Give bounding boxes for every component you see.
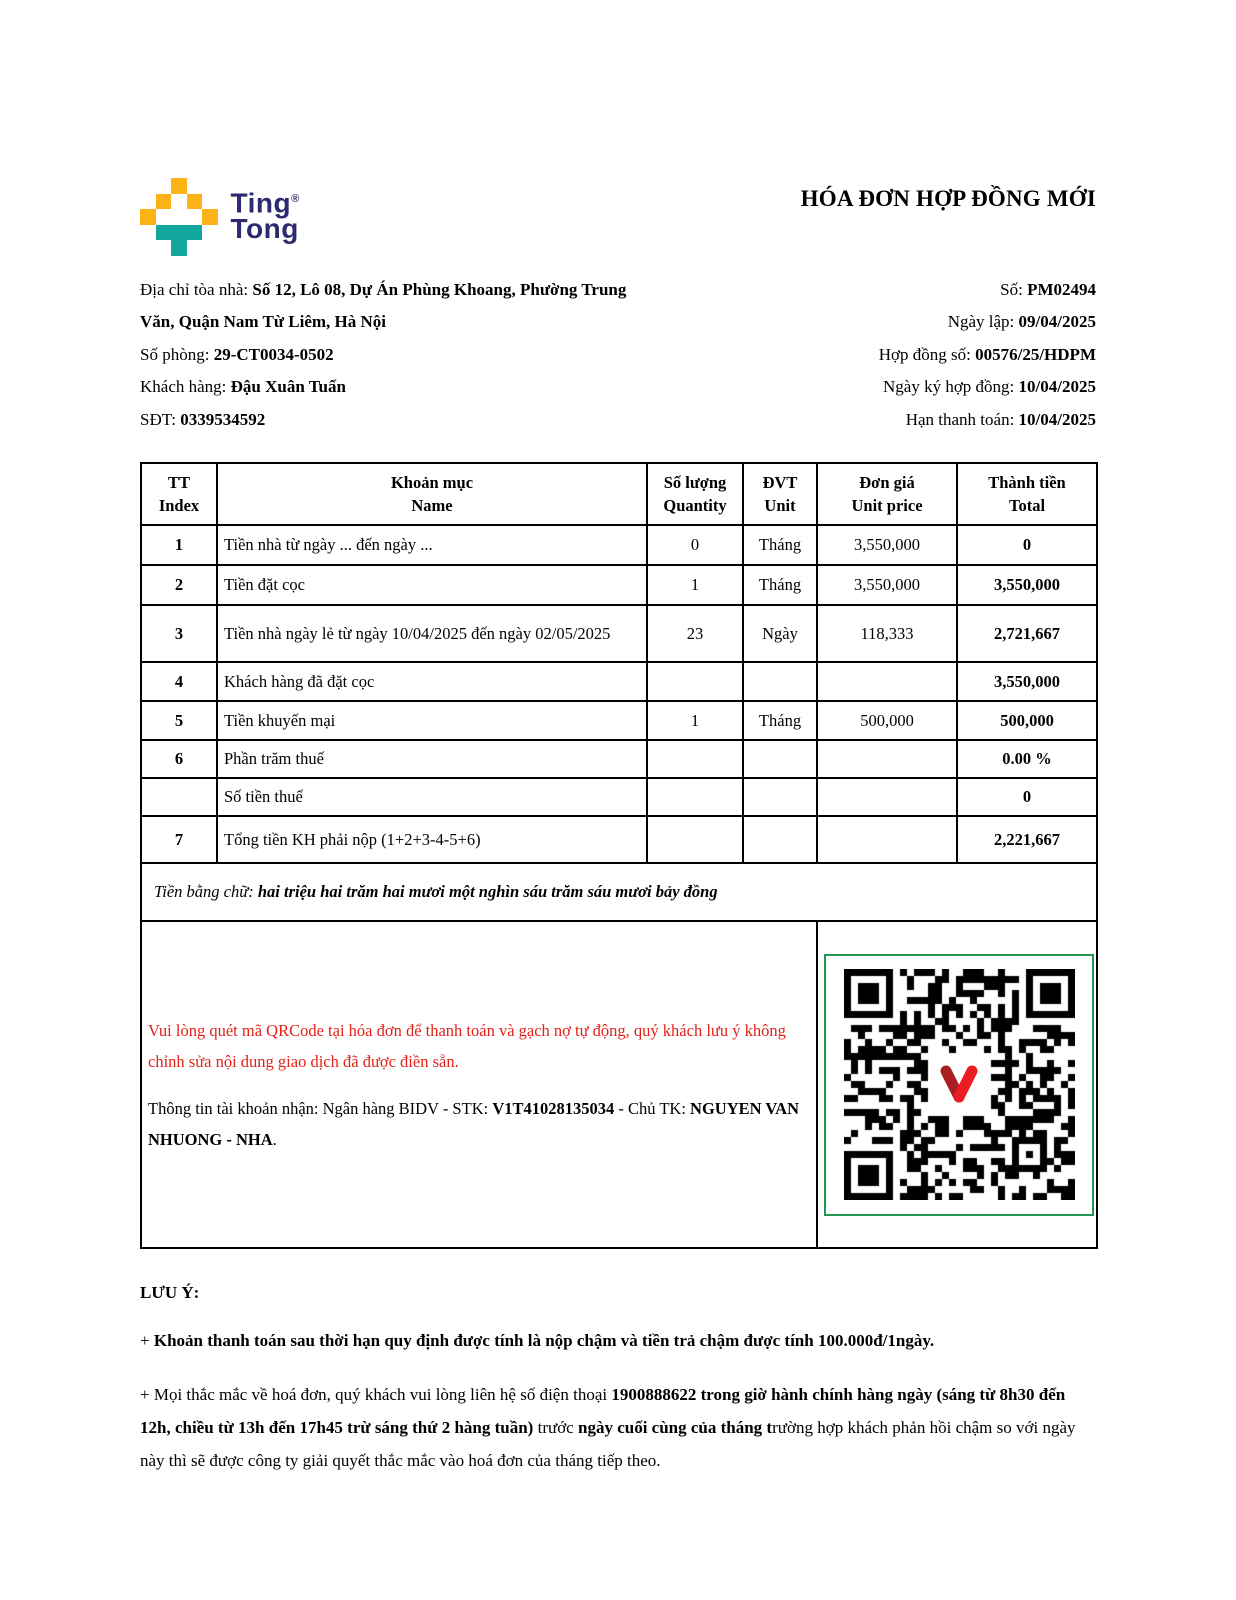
- cell-total: [957, 740, 1097, 778]
- customer-info: [140, 274, 645, 437]
- info-label: Số phòng:: [140, 344, 214, 364]
- cell-total: [957, 565, 1097, 605]
- vietqr-v-icon: [936, 1064, 982, 1106]
- cell-name: Tiền nhà ngày lẻ từ ngày 10/04/2025 đến ngày 02/05/2025: [217, 605, 647, 662]
- info-value: Số 12, Lô 08, Dự Án Phùng Khoang, Phường Trung Văn, Quận Nam Từ Liêm, Hà Nội: [140, 279, 627, 331]
- cell-unit-price: [817, 778, 957, 816]
- cell-index-value: 7: [174, 829, 184, 849]
- note-late-payment: [140, 1324, 1096, 1357]
- cell-quantity: 1: [647, 701, 743, 740]
- customer-info-line: [140, 339, 645, 372]
- column-header: [743, 463, 817, 525]
- column-header: [141, 463, 217, 525]
- cell-unit-price: [817, 740, 957, 778]
- info-label: Ngày lập:: [947, 312, 1019, 331]
- column-header: [817, 463, 957, 525]
- account-suffix: .: [272, 1129, 277, 1149]
- cell-quantity: 23: [647, 605, 743, 662]
- column-header-vi: Số lượng: [663, 473, 727, 492]
- info-label: Địa chỉ tòa nhà:: [140, 279, 253, 299]
- cell-total: [957, 816, 1097, 863]
- info-value: 29-CT0034-0502: [213, 344, 334, 364]
- table-header-row: [141, 463, 1097, 525]
- cell-quantity: 0: [647, 525, 743, 565]
- cell-index-value: 1: [174, 535, 184, 554]
- table-row: [141, 565, 1097, 605]
- note1-prefix: +: [140, 1331, 154, 1350]
- note2-part3: rường hợp khách phản hồi chậm so với ngày này thì sẽ được công ty giải quyết thắc mắc vào hoá đơn của tháng tiếp theo.: [140, 1418, 1076, 1470]
- cell-unit: [743, 778, 817, 816]
- cell-unit: [743, 662, 817, 701]
- cell-total: [957, 605, 1097, 662]
- cell-name: Tổng tiền KH phải nộp (1+2+3-4-5+6): [217, 816, 647, 863]
- customer-info-line: [140, 371, 645, 404]
- table-row: [141, 525, 1097, 565]
- column-header-vi: TT: [167, 473, 190, 492]
- table-row: [141, 778, 1097, 816]
- note1-text: Khoản thanh toán sau thời hạn quy định được tính là nộp chậm và tiền trả chậm được tính 100.000đ/1ngày.: [153, 1331, 935, 1350]
- info-label: Khách hàng:: [140, 377, 231, 396]
- cell-total-value: 0: [1022, 787, 1032, 806]
- cell-total-value: 3,550,000: [994, 671, 1060, 691]
- cell-unit-price: 500,000: [817, 701, 957, 740]
- cell-unit: [743, 816, 817, 863]
- info-section: [140, 274, 1096, 437]
- column-header-en: Name: [411, 496, 453, 515]
- column-header-vi: Thành tiền: [988, 473, 1066, 492]
- cell-unit-price: [817, 662, 957, 701]
- table-row: [141, 605, 1097, 662]
- cell-index: [141, 662, 217, 701]
- column-header-en: Total: [1008, 496, 1046, 515]
- note-contact: [140, 1378, 1096, 1477]
- qr-instruction-text: Vui lòng quét mã QRCode tại hóa đơn để thanh toán và gạch nợ tự động, quý khách lưu ý không chỉnh sửa nội dung giao dịch đã được điền sẵn.: [148, 1020, 786, 1071]
- account-prefix: Thông tin tài khoản nhận: Ngân hàng BIDV - STK:: [148, 1098, 493, 1118]
- column-header-en: Unit price: [851, 496, 923, 515]
- cell-total: [957, 662, 1097, 701]
- cell-index-value: 2: [174, 575, 184, 594]
- tingtong-logo-icon: [140, 178, 218, 256]
- cell-unit-price: 3,550,000: [817, 525, 957, 565]
- cell-total: [957, 525, 1097, 565]
- info-value: PM02494: [1027, 279, 1096, 299]
- cell-index: [141, 816, 217, 863]
- invoice-table: [140, 462, 1098, 1249]
- note2-bold1: 1900888622 trong giờ hành chính hàng ngày (sáng từ 8h30 đến 12h, chiều từ 13h đến 17h45 trừ sáng thứ 2 hàng tuần): [140, 1385, 1066, 1437]
- info-label: Hạn thanh toán:: [905, 409, 1019, 429]
- note2-part1: + Mọi thắc mắc về hoá đơn, quý khách vui lòng liên hệ số điện thoại: [140, 1385, 612, 1404]
- logo-word-ting: Ting: [230, 187, 292, 219]
- info-value: 10/04/2025: [1018, 409, 1096, 429]
- info-label: SĐT:: [140, 409, 181, 429]
- column-header: [957, 463, 1097, 525]
- amount-in-words-value: hai triệu hai trăm hai mươi một nghìn sáu trăm sáu mươi bảy đồng: [257, 882, 718, 901]
- column-header: [647, 463, 743, 525]
- cell-unit: Tháng: [743, 525, 817, 565]
- logo-word-tong: Tong: [230, 213, 299, 245]
- logo-pixel: [171, 178, 187, 194]
- customer-info-line: [140, 274, 645, 339]
- info-value: 00576/25/HDPM: [975, 344, 1096, 364]
- cell-index-value: 6: [174, 749, 184, 768]
- cell-quantity: [647, 740, 743, 778]
- cell-quantity: [647, 778, 743, 816]
- invoice-meta-line: [879, 306, 1096, 339]
- notes-section: [140, 1283, 1096, 1477]
- cell-index: [141, 605, 217, 662]
- cell-index: [141, 778, 217, 816]
- cell-index-value: 5: [174, 710, 184, 730]
- amount-in-words-row: [141, 863, 1097, 921]
- account-holder: NGUYEN VAN NHUONG - NHA: [148, 1098, 799, 1149]
- note2-bold2: ngày cuối cùng của tháng t: [577, 1418, 773, 1437]
- cell-index: [141, 525, 217, 565]
- column-header: [217, 463, 647, 525]
- logo-pixel: [187, 194, 203, 210]
- cell-index-value: 4: [174, 671, 184, 691]
- table-row: [141, 662, 1097, 701]
- cell-unit: [743, 740, 817, 778]
- column-header-vi: Đơn giá: [859, 473, 915, 492]
- info-label: Hợp đồng số:: [878, 344, 976, 364]
- column-header-en: Unit: [764, 496, 796, 515]
- note2-part2: trước: [533, 1418, 578, 1437]
- payment-instructions: [141, 921, 817, 1248]
- cell-quantity: 1: [647, 565, 743, 605]
- cell-total: [957, 701, 1097, 740]
- logo-pixel: [156, 225, 203, 241]
- column-header-vi: ĐVT: [762, 473, 798, 492]
- cell-quantity: [647, 662, 743, 701]
- cell-unit: Tháng: [743, 565, 817, 605]
- cell-name: Phần trăm thuế: [217, 740, 647, 778]
- logo-pixel: [140, 209, 156, 225]
- column-header-en: Quantity: [663, 496, 727, 515]
- account-number: V1T41028135034: [492, 1098, 615, 1118]
- info-value: 0339534592: [180, 409, 266, 429]
- invoice-title: HÓA ĐƠN HỢP ĐỒNG MỚI: [800, 186, 1096, 211]
- logo-pixel: [156, 194, 172, 210]
- cell-unit-price: [817, 816, 957, 863]
- cell-total-value: 0: [1022, 535, 1032, 554]
- cell-total-value: 500,000: [1000, 710, 1054, 730]
- tingtong-logo: [140, 178, 300, 256]
- registered-mark: ®: [291, 193, 300, 205]
- qr-cell: [817, 921, 1097, 1248]
- cell-total: [957, 778, 1097, 816]
- cell-name: Số tiền thuế: [217, 778, 647, 816]
- account-mid: - Chủ TK:: [614, 1098, 691, 1118]
- tingtong-logo-text: [230, 186, 300, 245]
- cell-unit: Ngày: [743, 605, 817, 662]
- info-value: 10/04/2025: [1018, 377, 1096, 396]
- info-value: 09/04/2025: [1018, 312, 1096, 331]
- amount-in-words: [141, 863, 1097, 921]
- table-body: [141, 525, 1097, 863]
- cell-unit-price: 118,333: [817, 605, 957, 662]
- amount-in-words-label: Tiền bằng chữ:: [154, 882, 258, 901]
- info-label: Số:: [1000, 279, 1028, 299]
- invoice-meta-line: [879, 274, 1096, 307]
- cell-total-value: 3,550,000: [994, 575, 1060, 594]
- cell-quantity: [647, 816, 743, 863]
- header: [140, 178, 1096, 256]
- invoice-meta-line: [879, 339, 1096, 372]
- cell-total-value: 2,721,667: [994, 623, 1060, 643]
- column-header-vi: Khoản mục: [390, 473, 474, 492]
- payment-row: [141, 921, 1097, 1248]
- info-value: Đậu Xuân Tuấn: [230, 377, 346, 396]
- cell-name: Tiền khuyến mại: [217, 701, 647, 740]
- logo-pixel: [202, 209, 218, 225]
- table-row: [141, 701, 1097, 740]
- logo-pixel: [171, 240, 187, 256]
- cell-name: Tiền nhà từ ngày ... đến ngày ...: [217, 525, 647, 565]
- cell-name: Khách hàng đã đặt cọc: [217, 662, 647, 701]
- qr-code: [824, 954, 1094, 1216]
- cell-index: [141, 740, 217, 778]
- invoice-meta: [879, 274, 1096, 437]
- table-header: [141, 463, 1097, 525]
- customer-info-line: [140, 404, 645, 437]
- notes-heading: LƯU Ý:: [140, 1283, 200, 1302]
- cell-total-value: 2,221,667: [994, 829, 1060, 849]
- table-row: [141, 740, 1097, 778]
- cell-index: [141, 701, 217, 740]
- cell-unit: Tháng: [743, 701, 817, 740]
- invoice-meta-line: [879, 371, 1096, 404]
- cell-name: Tiền đặt cọc: [217, 565, 647, 605]
- column-header-en: Index: [158, 496, 200, 515]
- table-row: [141, 816, 1097, 863]
- info-label: Ngày ký hợp đồng:: [883, 377, 1019, 396]
- cell-unit-price: 3,550,000: [817, 565, 957, 605]
- cell-index: [141, 565, 217, 605]
- table-footer: [141, 863, 1097, 1248]
- account-info: [148, 1093, 810, 1155]
- cell-index-value: 3: [174, 623, 184, 643]
- invoice-meta-line: [879, 404, 1096, 437]
- cell-total-value: 0.00 %: [1002, 749, 1052, 768]
